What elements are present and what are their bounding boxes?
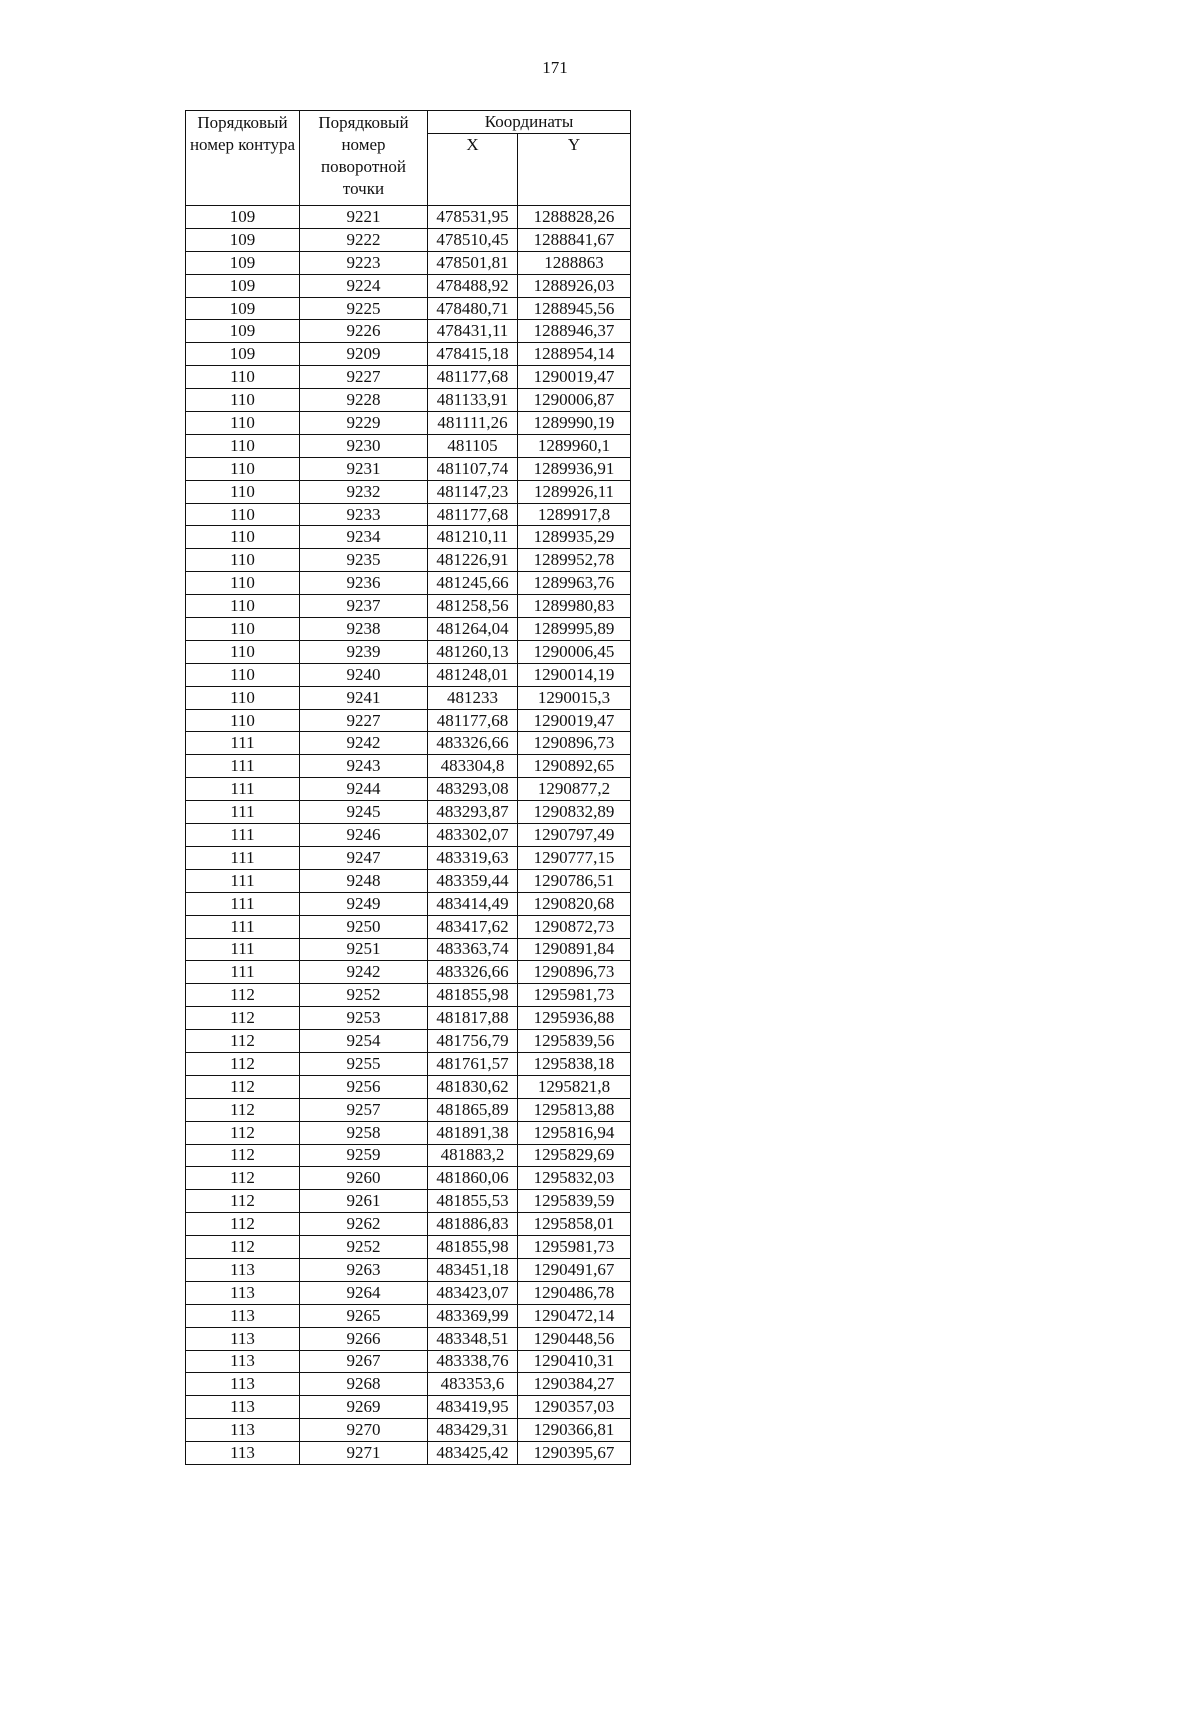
- cell-x: 483338,76: [428, 1350, 518, 1373]
- header-x: X: [428, 134, 518, 206]
- cell-y: 1295981,73: [518, 1236, 631, 1259]
- cell-x: 481210,11: [428, 526, 518, 549]
- cell-y: 1290486,78: [518, 1281, 631, 1304]
- cell-x: 481855,98: [428, 984, 518, 1007]
- table-row: [186, 1304, 631, 1327]
- table-row: [186, 1350, 631, 1373]
- cell-contour-number: 112: [186, 1190, 300, 1213]
- cell-x: 481105: [428, 434, 518, 457]
- table-row: [186, 1327, 631, 1350]
- cell-y: 1288954,14: [518, 343, 631, 366]
- table-body: [186, 206, 631, 1465]
- cell-x: 483417,62: [428, 915, 518, 938]
- table-row: [186, 343, 631, 366]
- cell-point-number: 9221: [300, 206, 428, 229]
- cell-y: 1290448,56: [518, 1327, 631, 1350]
- table-row: [186, 297, 631, 320]
- cell-contour-number: 111: [186, 778, 300, 801]
- cell-contour-number: 112: [186, 1075, 300, 1098]
- cell-x: 481865,89: [428, 1098, 518, 1121]
- cell-x: 481860,06: [428, 1167, 518, 1190]
- cell-point-number: 9253: [300, 1007, 428, 1030]
- cell-contour-number: 110: [186, 572, 300, 595]
- cell-y: 1290832,89: [518, 801, 631, 824]
- cell-point-number: 9239: [300, 640, 428, 663]
- cell-y: 1288945,56: [518, 297, 631, 320]
- table-row: [186, 480, 631, 503]
- table-row: [186, 1281, 631, 1304]
- table-row: [186, 503, 631, 526]
- cell-x: 483425,42: [428, 1442, 518, 1465]
- cell-y: 1288926,03: [518, 274, 631, 297]
- cell-point-number: 9255: [300, 1052, 428, 1075]
- table-row: [186, 366, 631, 389]
- cell-point-number: 9246: [300, 824, 428, 847]
- cell-x: 481226,91: [428, 549, 518, 572]
- cell-point-number: 9266: [300, 1327, 428, 1350]
- cell-contour-number: 110: [186, 503, 300, 526]
- table-row: [186, 1258, 631, 1281]
- table-row: [186, 938, 631, 961]
- cell-point-number: 9267: [300, 1350, 428, 1373]
- table-row: [186, 457, 631, 480]
- cell-y: 1288841,67: [518, 228, 631, 251]
- cell-contour-number: 112: [186, 1167, 300, 1190]
- cell-y: 1290820,68: [518, 892, 631, 915]
- table-row: [186, 961, 631, 984]
- cell-contour-number: 112: [186, 1052, 300, 1075]
- cell-contour-number: 113: [186, 1396, 300, 1419]
- cell-point-number: 9209: [300, 343, 428, 366]
- cell-contour-number: 112: [186, 1213, 300, 1236]
- cell-point-number: 9227: [300, 709, 428, 732]
- cell-x: 483423,07: [428, 1281, 518, 1304]
- cell-point-number: 9244: [300, 778, 428, 801]
- cell-contour-number: 109: [186, 297, 300, 320]
- cell-contour-number: 111: [186, 961, 300, 984]
- cell-point-number: 9270: [300, 1419, 428, 1442]
- cell-contour-number: 112: [186, 1121, 300, 1144]
- table-row: [186, 1396, 631, 1419]
- header-y: Y: [518, 134, 631, 206]
- table-row: [186, 663, 631, 686]
- cell-x: 481107,74: [428, 457, 518, 480]
- table-row: [186, 686, 631, 709]
- table-row: [186, 1373, 631, 1396]
- cell-point-number: 9224: [300, 274, 428, 297]
- cell-contour-number: 113: [186, 1304, 300, 1327]
- cell-y: 1290872,73: [518, 915, 631, 938]
- cell-contour-number: 111: [186, 732, 300, 755]
- cell-y: 1289936,91: [518, 457, 631, 480]
- cell-contour-number: 110: [186, 549, 300, 572]
- cell-point-number: 9245: [300, 801, 428, 824]
- cell-contour-number: 113: [186, 1419, 300, 1442]
- cell-contour-number: 113: [186, 1442, 300, 1465]
- cell-y: 1290006,45: [518, 640, 631, 663]
- table-row: [186, 274, 631, 297]
- cell-point-number: 9225: [300, 297, 428, 320]
- cell-contour-number: 110: [186, 366, 300, 389]
- cell-point-number: 9229: [300, 412, 428, 435]
- cell-y: 1295821,8: [518, 1075, 631, 1098]
- table-row: [186, 412, 631, 435]
- cell-contour-number: 113: [186, 1327, 300, 1350]
- cell-contour-number: 112: [186, 1030, 300, 1053]
- cell-point-number: 9251: [300, 938, 428, 961]
- cell-y: 1288828,26: [518, 206, 631, 229]
- cell-y: 1290357,03: [518, 1396, 631, 1419]
- cell-y: 1290014,19: [518, 663, 631, 686]
- cell-contour-number: 109: [186, 251, 300, 274]
- cell-x: 478431,11: [428, 320, 518, 343]
- cell-contour-number: 111: [186, 801, 300, 824]
- cell-point-number: 9256: [300, 1075, 428, 1098]
- cell-x: 483293,87: [428, 801, 518, 824]
- cell-point-number: 9269: [300, 1396, 428, 1419]
- cell-contour-number: 110: [186, 595, 300, 618]
- cell-y: 1290019,47: [518, 366, 631, 389]
- cell-x: 483414,49: [428, 892, 518, 915]
- cell-y: 1290797,49: [518, 824, 631, 847]
- table-row: [186, 1167, 631, 1190]
- table-row: [186, 1442, 631, 1465]
- cell-x: 483353,6: [428, 1373, 518, 1396]
- cell-x: 481830,62: [428, 1075, 518, 1098]
- cell-contour-number: 111: [186, 938, 300, 961]
- cell-y: 1295839,56: [518, 1030, 631, 1053]
- cell-x: 481177,68: [428, 709, 518, 732]
- cell-y: 1290410,31: [518, 1350, 631, 1373]
- cell-x: 478415,18: [428, 343, 518, 366]
- table-row: [186, 778, 631, 801]
- cell-x: 483326,66: [428, 961, 518, 984]
- cell-contour-number: 111: [186, 824, 300, 847]
- cell-x: 483419,95: [428, 1396, 518, 1419]
- cell-y: 1289926,11: [518, 480, 631, 503]
- table-row: [186, 1007, 631, 1030]
- cell-x: 481147,23: [428, 480, 518, 503]
- cell-x: 481248,01: [428, 663, 518, 686]
- cell-x: 483363,74: [428, 938, 518, 961]
- table-row: [186, 549, 631, 572]
- table-row: [186, 595, 631, 618]
- cell-x: 481883,2: [428, 1144, 518, 1167]
- cell-contour-number: 111: [186, 846, 300, 869]
- cell-x: 481177,68: [428, 366, 518, 389]
- cell-contour-number: 110: [186, 434, 300, 457]
- cell-point-number: 9260: [300, 1167, 428, 1190]
- table-row: [186, 1213, 631, 1236]
- cell-x: 483304,8: [428, 755, 518, 778]
- cell-contour-number: 111: [186, 892, 300, 915]
- table-row: [186, 251, 631, 274]
- cell-point-number: 9265: [300, 1304, 428, 1327]
- cell-x: 481260,13: [428, 640, 518, 663]
- cell-contour-number: 113: [186, 1350, 300, 1373]
- cell-x: 478501,81: [428, 251, 518, 274]
- header-contour-number: Порядковый номер контура: [186, 111, 300, 206]
- header-coordinates: Координаты: [428, 111, 631, 134]
- cell-y: 1290891,84: [518, 938, 631, 961]
- cell-x: 481886,83: [428, 1213, 518, 1236]
- table-row: [186, 434, 631, 457]
- cell-contour-number: 110: [186, 480, 300, 503]
- cell-y: 1288863: [518, 251, 631, 274]
- cell-x: 483319,63: [428, 846, 518, 869]
- cell-y: 1289980,83: [518, 595, 631, 618]
- table-row: [186, 526, 631, 549]
- cell-point-number: 9257: [300, 1098, 428, 1121]
- cell-y: 1290896,73: [518, 732, 631, 755]
- cell-contour-number: 109: [186, 343, 300, 366]
- cell-x: 481891,38: [428, 1121, 518, 1144]
- cell-contour-number: 110: [186, 640, 300, 663]
- cell-contour-number: 109: [186, 228, 300, 251]
- cell-contour-number: 113: [186, 1373, 300, 1396]
- cell-contour-number: 113: [186, 1281, 300, 1304]
- table-row: [186, 1052, 631, 1075]
- cell-y: 1295936,88: [518, 1007, 631, 1030]
- cell-contour-number: 112: [186, 1144, 300, 1167]
- table-row: [186, 640, 631, 663]
- cell-y: 1295838,18: [518, 1052, 631, 1075]
- cell-point-number: 9237: [300, 595, 428, 618]
- cell-contour-number: 111: [186, 915, 300, 938]
- table-row: [186, 709, 631, 732]
- cell-x: 483326,66: [428, 732, 518, 755]
- table-row: [186, 824, 631, 847]
- table-row: [186, 320, 631, 343]
- cell-point-number: 9231: [300, 457, 428, 480]
- cell-point-number: 9223: [300, 251, 428, 274]
- cell-point-number: 9240: [300, 663, 428, 686]
- cell-x: 481258,56: [428, 595, 518, 618]
- cell-y: 1290896,73: [518, 961, 631, 984]
- cell-contour-number: 109: [186, 206, 300, 229]
- cell-y: 1289917,8: [518, 503, 631, 526]
- cell-y: 1289960,1: [518, 434, 631, 457]
- table-row: [186, 389, 631, 412]
- cell-x: 481855,98: [428, 1236, 518, 1259]
- page-number: 171: [542, 58, 568, 77]
- cell-point-number: 9259: [300, 1144, 428, 1167]
- cell-point-number: 9235: [300, 549, 428, 572]
- cell-y: 1290892,65: [518, 755, 631, 778]
- cell-x: 483451,18: [428, 1258, 518, 1281]
- cell-y: 1295858,01: [518, 1213, 631, 1236]
- cell-point-number: 9230: [300, 434, 428, 457]
- cell-x: 481817,88: [428, 1007, 518, 1030]
- cell-x: 481111,26: [428, 412, 518, 435]
- cell-point-number: 9258: [300, 1121, 428, 1144]
- cell-contour-number: 110: [186, 709, 300, 732]
- table-row: [186, 228, 631, 251]
- header-row-1: [186, 111, 631, 134]
- table-row: [186, 1075, 631, 1098]
- cell-y: 1290472,14: [518, 1304, 631, 1327]
- table-header: [186, 111, 631, 206]
- cell-point-number: 9254: [300, 1030, 428, 1053]
- cell-point-number: 9228: [300, 389, 428, 412]
- cell-y: 1290395,67: [518, 1442, 631, 1465]
- cell-y: 1295816,94: [518, 1121, 631, 1144]
- cell-point-number: 9247: [300, 846, 428, 869]
- cell-point-number: 9252: [300, 984, 428, 1007]
- cell-y: 1290777,15: [518, 846, 631, 869]
- table-row: [186, 846, 631, 869]
- table-row: [186, 1419, 631, 1442]
- cell-contour-number: 110: [186, 412, 300, 435]
- cell-x: 478480,71: [428, 297, 518, 320]
- cell-x: 481133,91: [428, 389, 518, 412]
- cell-point-number: 9234: [300, 526, 428, 549]
- table-row: [186, 732, 631, 755]
- table-row: [186, 618, 631, 641]
- cell-x: 478510,45: [428, 228, 518, 251]
- cell-contour-number: 112: [186, 1236, 300, 1259]
- cell-x: 483429,31: [428, 1419, 518, 1442]
- cell-contour-number: 110: [186, 663, 300, 686]
- table-row: [186, 1236, 631, 1259]
- cell-point-number: 9249: [300, 892, 428, 915]
- cell-x: 481233: [428, 686, 518, 709]
- cell-y: 1295829,69: [518, 1144, 631, 1167]
- cell-y: 1289995,89: [518, 618, 631, 641]
- cell-x: 481761,57: [428, 1052, 518, 1075]
- cell-x: 483359,44: [428, 869, 518, 892]
- cell-x: 483293,08: [428, 778, 518, 801]
- cell-point-number: 9243: [300, 755, 428, 778]
- cell-contour-number: 112: [186, 1007, 300, 1030]
- cell-point-number: 9264: [300, 1281, 428, 1304]
- cell-y: 1290491,67: [518, 1258, 631, 1281]
- cell-y: 1289952,78: [518, 549, 631, 572]
- cell-contour-number: 111: [186, 869, 300, 892]
- table-row: [186, 892, 631, 915]
- cell-y: 1288946,37: [518, 320, 631, 343]
- table-row: [186, 206, 631, 229]
- cell-point-number: 9236: [300, 572, 428, 595]
- cell-x: 478488,92: [428, 274, 518, 297]
- cell-y: 1290019,47: [518, 709, 631, 732]
- cell-point-number: 9250: [300, 915, 428, 938]
- cell-point-number: 9222: [300, 228, 428, 251]
- cell-point-number: 9242: [300, 732, 428, 755]
- cell-contour-number: 113: [186, 1258, 300, 1281]
- cell-contour-number: 110: [186, 389, 300, 412]
- cell-x: 481264,04: [428, 618, 518, 641]
- cell-point-number: 9233: [300, 503, 428, 526]
- cell-x: 481756,79: [428, 1030, 518, 1053]
- cell-y: 1290786,51: [518, 869, 631, 892]
- cell-x: 483302,07: [428, 824, 518, 847]
- table-row: [186, 1030, 631, 1053]
- cell-contour-number: 110: [186, 686, 300, 709]
- table-row: [186, 915, 631, 938]
- cell-point-number: 9262: [300, 1213, 428, 1236]
- table-row: [186, 869, 631, 892]
- cell-point-number: 9263: [300, 1258, 428, 1281]
- cell-point-number: 9227: [300, 366, 428, 389]
- cell-point-number: 9226: [300, 320, 428, 343]
- cell-y: 1289990,19: [518, 412, 631, 435]
- cell-y: 1295981,73: [518, 984, 631, 1007]
- cell-point-number: 9271: [300, 1442, 428, 1465]
- table-row: [186, 984, 631, 1007]
- table-row: [186, 1098, 631, 1121]
- cell-y: 1290877,2: [518, 778, 631, 801]
- cell-x: 481855,53: [428, 1190, 518, 1213]
- cell-y: 1295839,59: [518, 1190, 631, 1213]
- table-row: [186, 1144, 631, 1167]
- cell-x: 483369,99: [428, 1304, 518, 1327]
- cell-x: 481177,68: [428, 503, 518, 526]
- cell-y: 1289935,29: [518, 526, 631, 549]
- table-row: [186, 1121, 631, 1144]
- cell-x: 478531,95: [428, 206, 518, 229]
- table-row: [186, 801, 631, 824]
- cell-contour-number: 110: [186, 526, 300, 549]
- cell-contour-number: 110: [186, 457, 300, 480]
- cell-contour-number: 109: [186, 320, 300, 343]
- cell-x: 483348,51: [428, 1327, 518, 1350]
- cell-contour-number: 112: [186, 1098, 300, 1121]
- cell-y: 1295813,88: [518, 1098, 631, 1121]
- cell-point-number: 9248: [300, 869, 428, 892]
- cell-x: 481245,66: [428, 572, 518, 595]
- table-row: [186, 572, 631, 595]
- cell-point-number: 9241: [300, 686, 428, 709]
- header-point-number: Порядковый номер поворотной точки: [300, 111, 428, 206]
- cell-y: 1295832,03: [518, 1167, 631, 1190]
- cell-contour-number: 110: [186, 618, 300, 641]
- cell-y: 1290015,3: [518, 686, 631, 709]
- cell-point-number: 9232: [300, 480, 428, 503]
- cell-y: 1290006,87: [518, 389, 631, 412]
- cell-point-number: 9268: [300, 1373, 428, 1396]
- cell-y: 1290384,27: [518, 1373, 631, 1396]
- cell-point-number: 9238: [300, 618, 428, 641]
- cell-point-number: 9261: [300, 1190, 428, 1213]
- cell-point-number: 9252: [300, 1236, 428, 1259]
- table-row: [186, 1190, 631, 1213]
- coordinates-table: [185, 110, 631, 1465]
- cell-contour-number: 109: [186, 274, 300, 297]
- cell-contour-number: 111: [186, 755, 300, 778]
- cell-contour-number: 112: [186, 984, 300, 1007]
- cell-point-number: 9242: [300, 961, 428, 984]
- cell-y: 1289963,76: [518, 572, 631, 595]
- table-row: [186, 755, 631, 778]
- cell-y: 1290366,81: [518, 1419, 631, 1442]
